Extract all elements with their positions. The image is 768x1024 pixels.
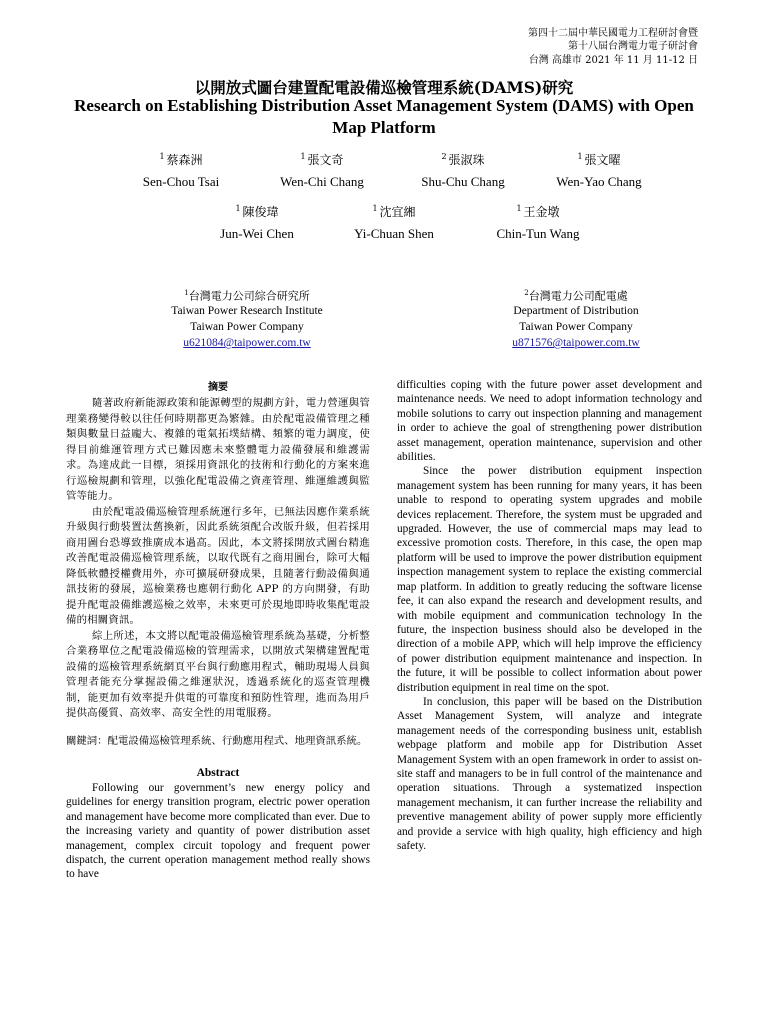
- affiliation-name-chinese: 台灣電力公司綜合研究所: [188, 289, 310, 303]
- abstract-english-paragraph: Since the power distribution equipment inspection management system has been running for many years, it has been unable to respond to operating system upgrades and mobile devices replacement. Therefore, the system must be upgraded and upgraded. However, the use of commercial maps may lead to excessive promotion costs. Therefore, in this case, the open map platform will be used to improve the power distribution equipment inspection management system to replace the existing commercial map platform. In addition to greatly reducing the software license fee, it can also expand the research and development results, and with mobile equipment and communication technology In the future, the inspection business should also be developed in the direction of a mobile APP, which will help improve the efficiency of power distribution equipment maintenance and inspection. In the future, it will be possible to collect information about power distribution equipment in real time on the spot.: [397, 465, 702, 694]
- left-column: [66, 378, 370, 882]
- author-name-english: Shu-Chu Chang: [421, 174, 505, 189]
- author-superscript: 1: [235, 204, 241, 213]
- paper-title-chinese: 以開放式圖台建置配電設備巡檢管理系統(DAMS)研究: [194, 78, 574, 97]
- author-name-english: Wen-Yao Chang: [556, 174, 642, 189]
- author: [242, 146, 402, 193]
- abstract-chinese-paragraph: 綜上所述，本文將以配電設備巡檢管理系統為基礎，分析整合業務單位之配電設備巡檢的管理需求，以開放式架構建置配電設備的巡檢管理系統網頁平台與行動應用程式，輔助現場人員與管理者能充分掌握設備之維運狀況，透過系統化的巡查管理機制，能更加有效率提升供電的可靠度和預防性管理，進而為用戶提供高優質、高效率、高安全性的用電服務。: [66, 629, 370, 719]
- author-superscript: 1: [577, 152, 583, 161]
- abstract-english-paragraph: Following our government’s new energy policy and guidelines for energy transition program, electric power operation and management have become more complicated than ever. Due to the increasing variety and quantity of power distribution asset management, complex circuit topology and frequent power dispatch, the current operation management method really shows to have: [66, 782, 370, 881]
- author-name-english: Yi-Chuan Shen: [354, 226, 434, 241]
- conference-note: [528, 27, 698, 67]
- abstract-english-paragraph: difficulties coping with the future power asset development and maintenance needs. We need to adopt information technology and mobile solutions to carry out inspection planning and management in order to achieve the goal of strengthening power distribution asset management, operation maintenance, supervision and other abilities.: [397, 379, 702, 464]
- conference-note-line: 台灣 高雄市 2021 年 11 月 11-12 日: [528, 54, 698, 66]
- author-name-chinese: 陳俊瑋: [242, 205, 279, 219]
- right-column: [397, 378, 702, 853]
- affiliation-name-chinese: 台灣電力公司配電處: [528, 289, 628, 303]
- author-superscript: 1: [372, 204, 378, 213]
- abstract-english-heading: Abstract: [196, 767, 240, 779]
- paper-title-english: Research on Establishing Distribution Asset Management System (DAMS) with Open Map Platform: [74, 96, 694, 137]
- keywords: 關鍵詞：配電設備巡檢管理系統、行動應用程式、地理資訊系統。: [66, 734, 368, 747]
- author: [314, 198, 474, 245]
- affiliation-company: Taiwan Power Company: [519, 320, 633, 333]
- author-superscript: 1: [159, 152, 165, 161]
- author-name-chinese: 張淑珠: [448, 153, 485, 167]
- abstract-chinese-paragraph: 由於配電設備巡檢管理系統運行多年，已無法因應作業系統升級與行動裝置汰舊換新，因此系統須配合改版升級，但若採用商用圖台恐導致推廣成本過高。因此，本文將採開放式圖台精進改善配電設備巡檢管理系統，以取代既有之商用圖台，除可大幅降低軟體授權費用外，亦可擴展研發成果，且隨著行動設備與通訊技術的發展，巡檢業務也應朝行動化 APP 的方向開發，有助提升配電設備維護巡檢之效率，未來更可於現地即時收集配電設備的相關資訊。: [66, 505, 370, 626]
- affiliation: [117, 286, 377, 352]
- email-link[interactable]: u621084@taipower.com.tw: [183, 337, 311, 350]
- affiliation-name-english: Taiwan Power Research Institute: [171, 305, 323, 318]
- author: [458, 198, 618, 245]
- abstract-chinese-heading: 摘要: [208, 382, 228, 393]
- author-name-english: Wen-Chi Chang: [280, 174, 364, 189]
- author: [519, 146, 679, 193]
- author-name-chinese: 王金墩: [523, 205, 560, 219]
- author-superscript: 2: [441, 152, 447, 161]
- author-name-chinese: 沈宜緗: [379, 205, 416, 219]
- affiliation: [446, 286, 706, 352]
- author-name-english: Jun-Wei Chen: [220, 226, 294, 241]
- affiliation-superscript: 2: [524, 289, 529, 297]
- affiliation-name-english: Department of Distribution: [513, 305, 639, 318]
- affiliation-company: Taiwan Power Company: [190, 320, 304, 333]
- abstract-english-paragraph: In conclusion, this paper will be based on the Distribution Asset Management System, will analyze and integrate management needs of the corresponding business unit, establish webpage platform and mobile app for Distribution Asset Management System with an open framework in order to assist on-site staff and managers to be in full control of the maintenance and operation situations. Through a systematized inspection management mechanism, it can further increase the reliability and preventive management ability of power supply more efficiently and provide a service with high quality, high efficiency and high safety.: [397, 695, 702, 852]
- author: [177, 198, 337, 245]
- email-link[interactable]: u871576@taipower.com.tw: [512, 337, 640, 350]
- author-superscript: 1: [300, 152, 306, 161]
- conference-note-line: 第十八屆台灣電力電子研討會: [568, 41, 698, 53]
- author-name-chinese: 張文曜: [584, 153, 621, 167]
- author-name-chinese: 蔡森洲: [166, 153, 203, 167]
- author-name-english: Chin-Tun Wang: [496, 226, 580, 241]
- affiliation-superscript: 1: [184, 289, 189, 297]
- abstract-chinese-paragraph: 隨著政府新能源政策和能源轉型的規劃方針，電力營運與管理業務變得較以往任何時期都更為繁雜。由於配電設備管理之種類與數量日益龐大、複雜的電氣拓墣結構、頻繁的電力調度，使得目前維運管理方式已難因應未來整體電力設備發展和維護需求。為達成此一目標，須採用資訊化的技術和行動化的方案來進行巡檢規劃和管理，以強化配電設備之資產管理、維運維護與監管等能力。: [66, 397, 370, 502]
- author-superscript: 1: [516, 204, 522, 213]
- conference-note-line: 第四十二屆中華民國電力工程研討會暨: [528, 28, 698, 39]
- author-name-english: Sen-Chou Tsai: [142, 174, 220, 189]
- author-name-chinese: 張文奇: [307, 153, 344, 167]
- author: [101, 146, 261, 193]
